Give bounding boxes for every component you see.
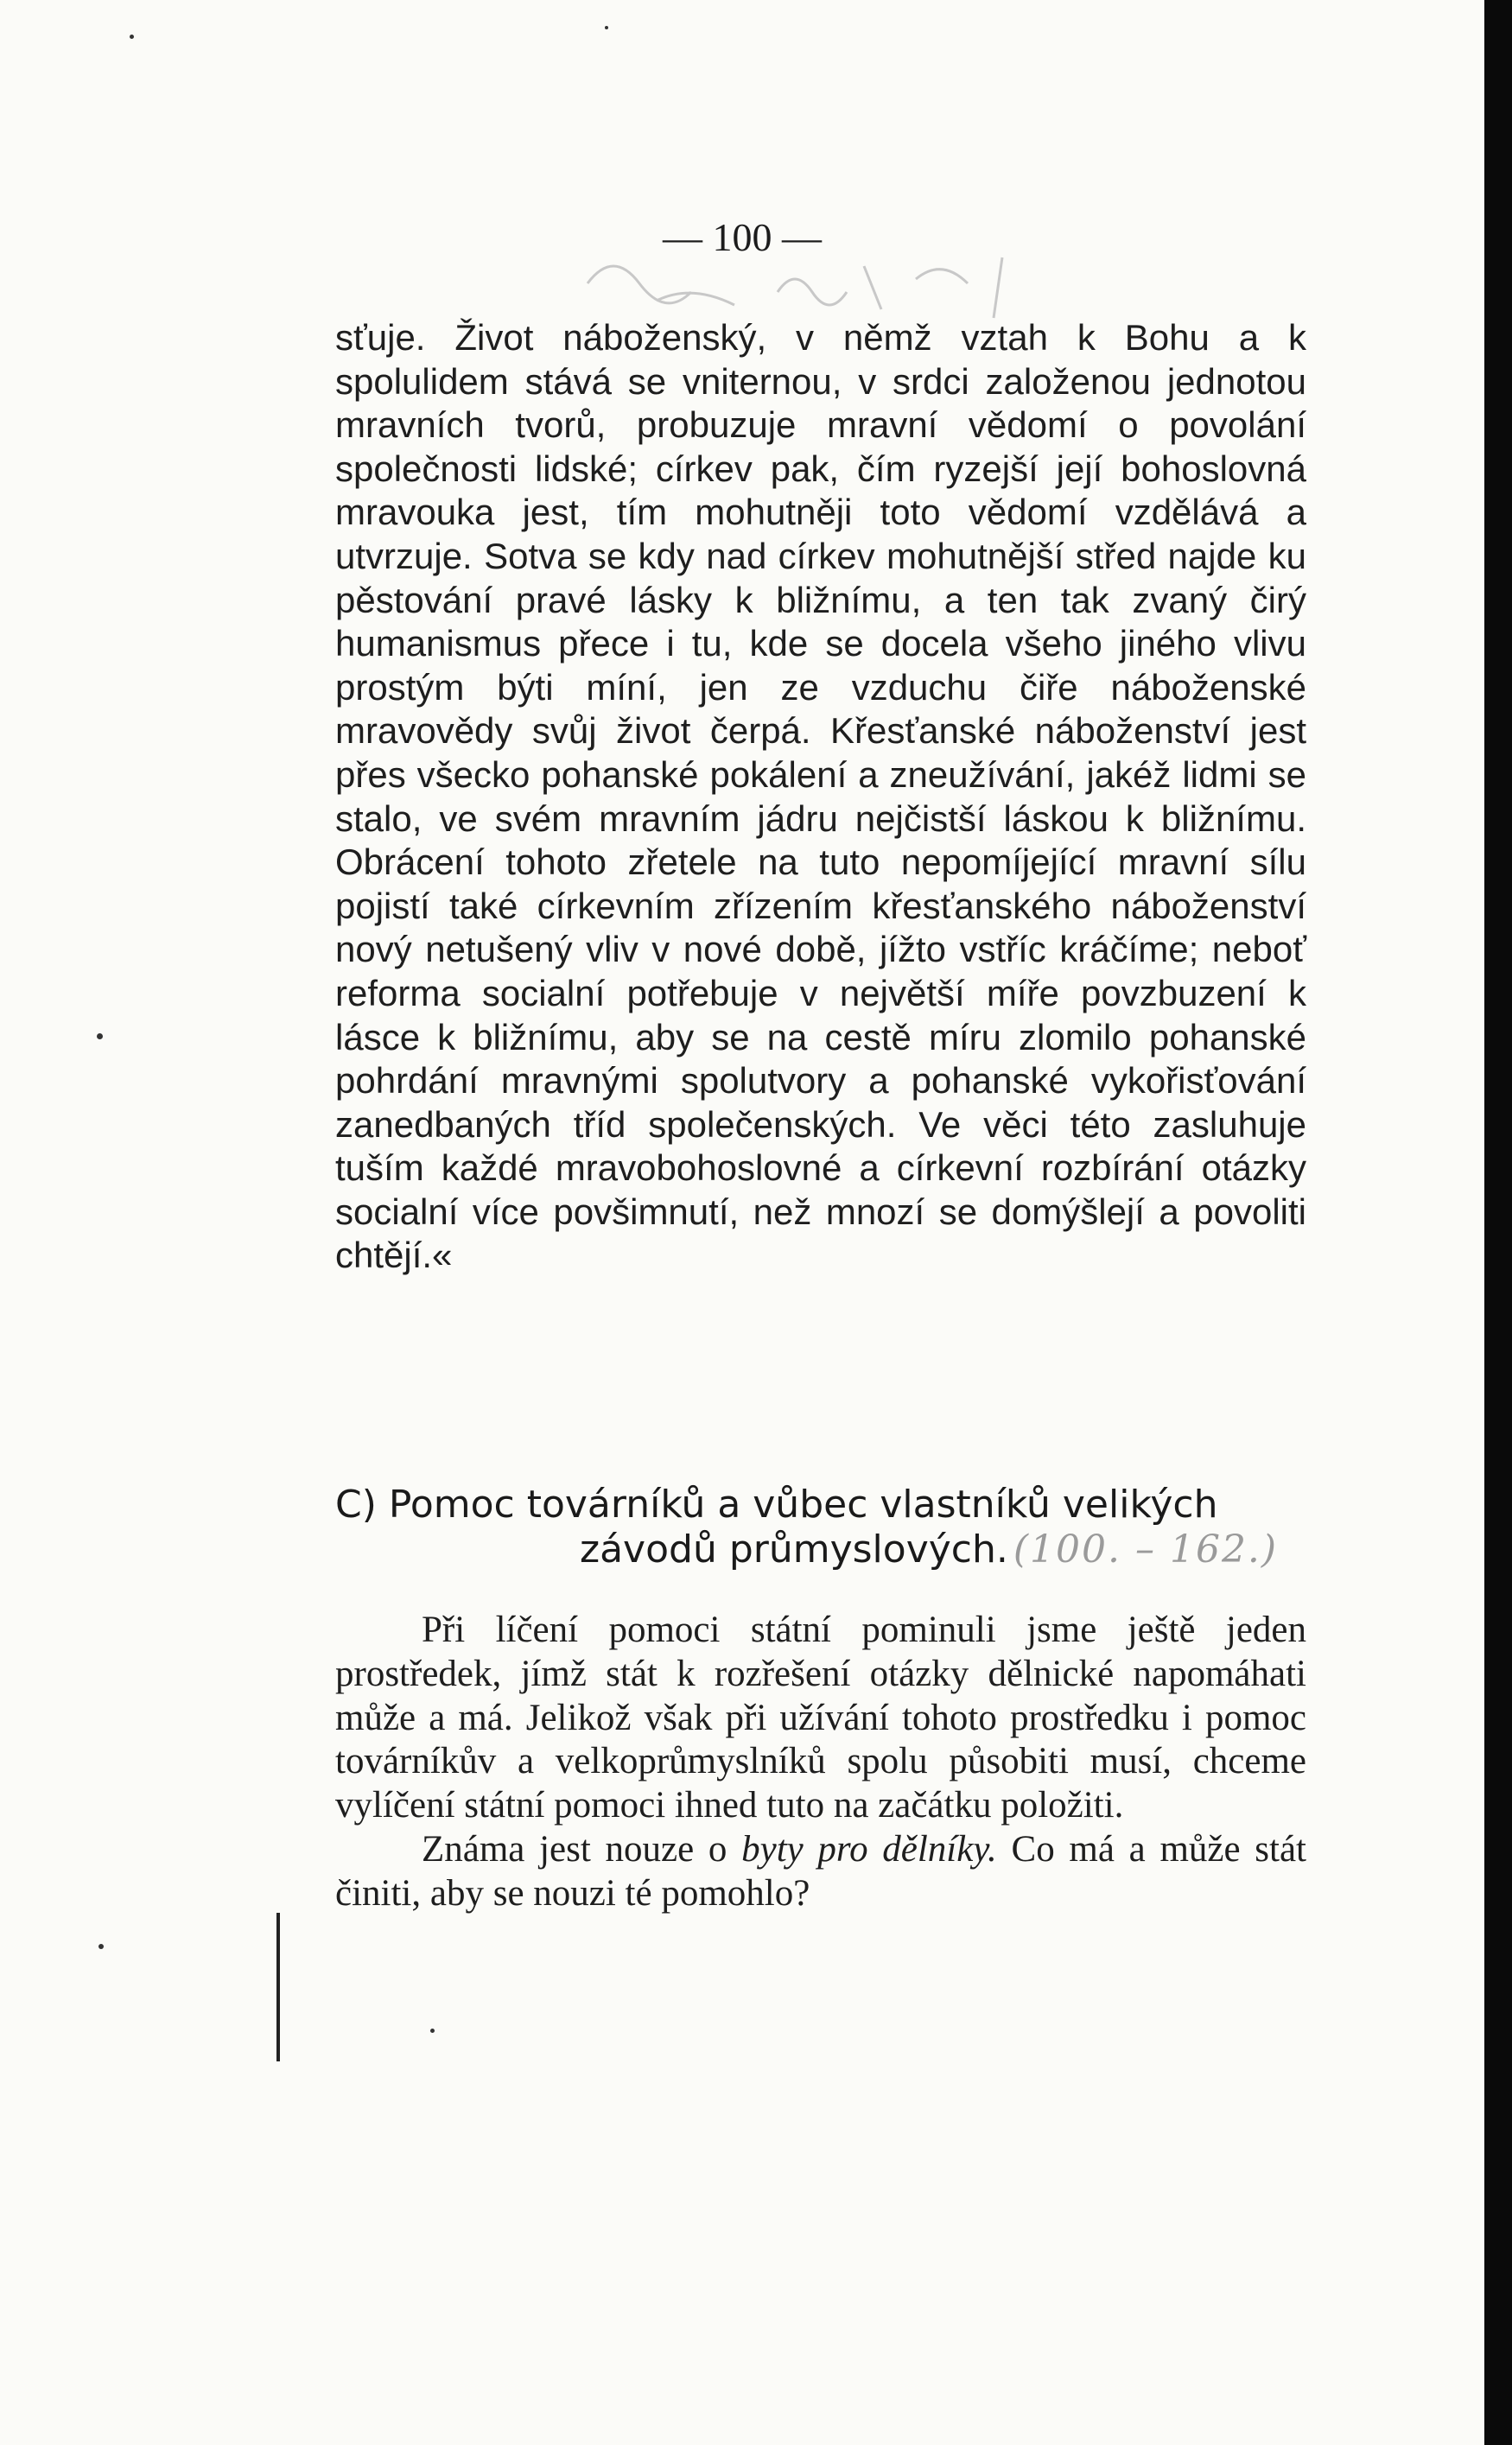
paragraph-housing-italic: byty pro dělníky. bbox=[741, 1828, 997, 1870]
paper-speck bbox=[130, 35, 134, 39]
heading-line-2 bbox=[335, 1527, 1306, 1572]
paper-speck bbox=[97, 1033, 103, 1039]
paragraph-housing-end: Co má a může stát činiti, aby se nouzi té pomohlo? bbox=[335, 1828, 1306, 1914]
paper-speck bbox=[605, 26, 608, 29]
page-edge-shadow bbox=[1484, 0, 1512, 2445]
heading-line-1: C) Pomoc továrníků a vůbec vlastníků velikých bbox=[335, 1483, 1218, 1527]
main-paragraph bbox=[335, 316, 1306, 1278]
paper-speck bbox=[98, 1944, 104, 1949]
paper-speck bbox=[430, 2029, 435, 2033]
paragraph-housing bbox=[335, 1828, 1306, 1916]
pencil-annotation: (100. – 162.) bbox=[1013, 1527, 1279, 1572]
heading-line-2-text: závodů průmyslových. bbox=[580, 1527, 1008, 1572]
paragraph-state-help: Při líčení pomoci státní pominuli jsme ještě jeden prostředek, jímž stát k rozřešení otázky dělnické napomáhati může a má. Jelikož však při užívání tohoto prostředku i pomoc továrníkův a velkoprůmyslníků spolu působiti musí, chceme vylíčení státní pomoci ihned tuto na začátku položiti. bbox=[335, 1610, 1306, 1826]
margin-mark bbox=[276, 1913, 280, 2061]
section-heading bbox=[335, 1483, 1306, 1572]
paragraph-social-religion: sťuje. Život náboženský, v němž vztah k Bohu a k spolulidem stává se vniternou, v srdci založenou jednotou mravních tvorů, probuzuje mravní vědomí o povolání společnosti lidské; církev pak, čím ryzejší její bohoslovná mravouka jest, tím mohutněji toto vědomí vzdělává a utvrzuje. Sotva se kdy nad církev mohutnější střed najde ku pěstování pravé lásky k bližnímu, a ten tak zvaný čirý humanismus přece i tu, kde se docela všeho jiného vlivu prostým býti míní, jen ze vzduchu čiře náboženské mravovědy svůj život čerpá. Křesťanské náboženství jest přes všecko pohanské pokálení a zneužívání, jakéž lidmi se stalo, ve svém mravním jádru nejčistší láskou k bližnímu. Obrácení tohoto zřetele na tuto nepomíjející mravní sílu pojistí také církevním zřízením křesťanského náboženství nový netušený vliv v nové době, jížto vstříc kráčíme; neboť reforma socialní potřebuje v největší míře povzbuzení k lásce k bližnímu, aby se na cestě míru zlomilo pohanské pohrdání mravnými spolutvory a pohanské vykořisťování zanedbaných tříd společenských. Ve věci této zasluhuje tuším každé mravobohoslovné a církevní rozbírání otázky socialní více povšimnutí, než mnozí se domýšlejí a povoliti chtějí.« bbox=[335, 317, 1306, 1276]
paragraph-housing-start: Známa jest nouze o bbox=[422, 1828, 742, 1870]
section-body bbox=[335, 1609, 1306, 1916]
page-number: — 100 — bbox=[663, 215, 822, 259]
